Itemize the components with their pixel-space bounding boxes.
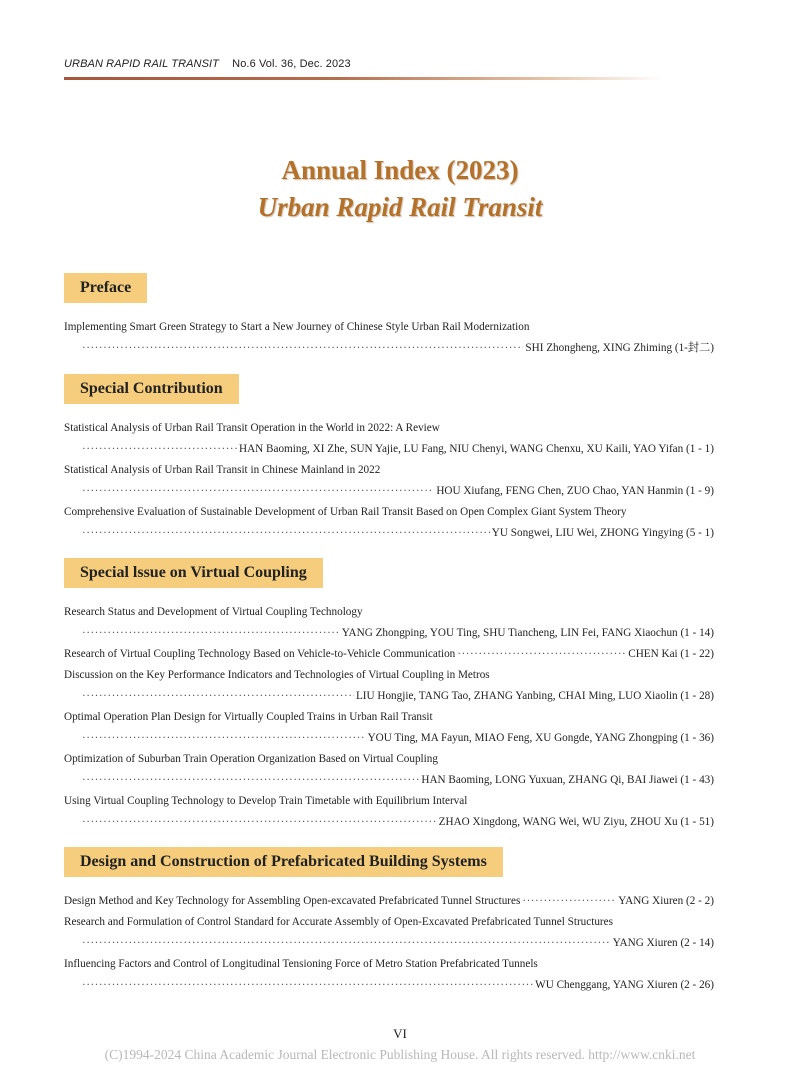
- index-entry: [64, 791, 714, 833]
- entry-title: Implementing Smart Green Strategy to Start a New Journey of Chinese Style Urban Rail Modernization: [64, 321, 530, 333]
- entry-title: Comprehensive Evaluation of Sustainable Development of Urban Rail Transit Based on Open Complex Giant System Theory: [64, 506, 627, 518]
- leader-dots: [82, 623, 340, 644]
- index-entry: [64, 644, 714, 665]
- index-section: [64, 558, 714, 833]
- entry-authors: LIU Hongjie, TANG Tao, ZHANG Yanbing, CHAI Ming, LUO Xiaolin (1 - 28): [355, 690, 714, 702]
- entry-author-line: [64, 686, 714, 707]
- section-heading: Preface: [64, 273, 147, 303]
- entry-authors: HAN Baoming, LONG Yuxuan, ZHANG Qi, BAI Jiawei (1 - 43): [421, 774, 714, 786]
- leader-dots: [82, 338, 523, 359]
- index-entry: [64, 912, 714, 954]
- entry-author-line: [64, 975, 714, 996]
- entry-title: Research and Formulation of Control Standard for Accurate Assembly of Open-Excavated Prefabricated Tunnel Structures: [64, 916, 613, 928]
- leader-dots: [457, 644, 626, 665]
- entry-authors: YANG Xiuren (2 - 2): [618, 895, 714, 907]
- index-entry: [64, 317, 714, 359]
- index-entry: [64, 602, 714, 644]
- section-heading: Special Contribution: [64, 374, 239, 404]
- entry-list: [64, 418, 714, 544]
- entry-authors: HAN Baoming, XI Zhe, SUN Yajie, LU Fang, NIU Chenyi, WANG Chenxu, XU Kaili, YAO Yifan (1 - 1): [238, 443, 714, 455]
- entry-authors: YOU Ting, MA Fayun, MIAO Feng, XU Gongde, YANG Zhongping (1 - 36): [367, 732, 714, 744]
- leader-dots: [82, 728, 366, 749]
- issue-info: No.6 Vol. 36, Dec. 2023: [232, 58, 351, 70]
- index-entry: [64, 891, 714, 912]
- index-entry: [64, 502, 714, 544]
- entry-title: Optimization of Suburban Train Operation Organization Based on Virtual Coupling: [64, 753, 438, 765]
- leader-dots: [82, 523, 490, 544]
- entry-authors: WU Chenggang, YANG Xiuren (2 - 26): [535, 979, 714, 991]
- entry-author-line: [64, 933, 714, 954]
- index-entry: [64, 707, 714, 749]
- entry-author-line: [64, 623, 714, 644]
- section-heading: Special lssue on Virtual Coupling: [64, 558, 323, 588]
- leader-dots: [82, 686, 354, 707]
- entry-title: Research Status and Development of Virtual Coupling Technology: [64, 606, 363, 618]
- page-number: VI: [393, 1026, 407, 1041]
- index-entry: [64, 749, 714, 791]
- entry-line: [64, 891, 714, 912]
- entry-list: [64, 317, 714, 359]
- title-line-1: Annual Index (2023): [281, 155, 519, 185]
- entry-title: Optimal Operation Plan Design for Virtually Coupled Trains in Urban Rail Transit: [64, 711, 433, 723]
- entry-authors: CHEN Kai (1 - 22): [628, 648, 714, 660]
- entry-line: [64, 644, 714, 665]
- journal-name: URBAN RAPID RAIL TRANSIT: [64, 58, 220, 70]
- leader-dots: [82, 439, 237, 460]
- running-header: [64, 58, 351, 70]
- entry-authors: YU Songwei, LIU Wei, ZHONG Yingying (5 - 1): [491, 527, 714, 539]
- index-section: [64, 847, 714, 996]
- entry-author-line: [64, 728, 714, 749]
- entry-list: [64, 602, 714, 833]
- entry-authors: SHI Zhongheng, XING Zhiming (1-封二): [525, 342, 714, 354]
- index-entry: [64, 954, 714, 996]
- leader-dots: [82, 812, 437, 833]
- index-entry: [64, 665, 714, 707]
- leader-dots: [82, 933, 611, 954]
- leader-dots: [82, 975, 533, 996]
- leader-dots: [82, 770, 419, 791]
- entry-title: Influencing Factors and Control of Longitudinal Tensioning Force of Metro Station Prefabricated Tunnels: [64, 958, 538, 970]
- entry-list: [64, 891, 714, 996]
- entry-authors: YANG Zhongping, YOU Ting, SHU Tiancheng, LIN Fei, FANG Xiaochun (1 - 14): [341, 627, 714, 639]
- entry-title: Discussion on the Key Performance Indicators and Technologies of Virtual Coupling in Metros: [64, 669, 490, 681]
- entry-author-line: [64, 812, 714, 833]
- entry-title: Design Method and Key Technology for Assembling Open-excavated Prefabricated Tunnel Structures: [64, 895, 521, 907]
- entry-author-line: [64, 523, 714, 544]
- copyright-notice: (C)1994-2024 China Academic Journal Electronic Publishing House. All rights reserved. http://www.cnki.net: [104, 1047, 696, 1062]
- entry-author-line: [64, 338, 714, 359]
- title-line-2: Urban Rapid Rail Transit: [257, 192, 543, 222]
- index-entry: [64, 418, 714, 460]
- entry-title: Statistical Analysis of Urban Rail Transit Operation in the World in 2022: A Review: [64, 422, 440, 434]
- index-entry: [64, 460, 714, 502]
- entry-title: Research of Virtual Coupling Technology Based on Vehicle-to-Vehicle Communication: [64, 648, 456, 660]
- leader-dots: [522, 891, 616, 912]
- index-section: [64, 273, 714, 359]
- entry-authors: YANG Xiuren (2 - 14): [612, 937, 714, 949]
- entry-author-line: [64, 481, 714, 502]
- section-heading: Design and Construction of Prefabricated Building Systems: [64, 847, 503, 877]
- index-section: [64, 374, 714, 544]
- entry-title: Statistical Analysis of Urban Rail Transit in Chinese Mainland in 2022: [64, 464, 381, 476]
- header-rule: [64, 77, 664, 80]
- entry-author-line: [64, 770, 714, 791]
- entry-authors: ZHAO Xingdong, WANG Wei, WU Ziyu, ZHOU Xu (1 - 51): [438, 816, 714, 828]
- leader-dots: [82, 481, 434, 502]
- entry-title: Using Virtual Coupling Technology to Develop Train Timetable with Equilibrium Interval: [64, 795, 468, 807]
- entry-author-line: [64, 439, 714, 460]
- entry-authors: HOU Xiufang, FENG Chen, ZUO Chao, YAN Hanmin (1 - 9): [436, 485, 714, 497]
